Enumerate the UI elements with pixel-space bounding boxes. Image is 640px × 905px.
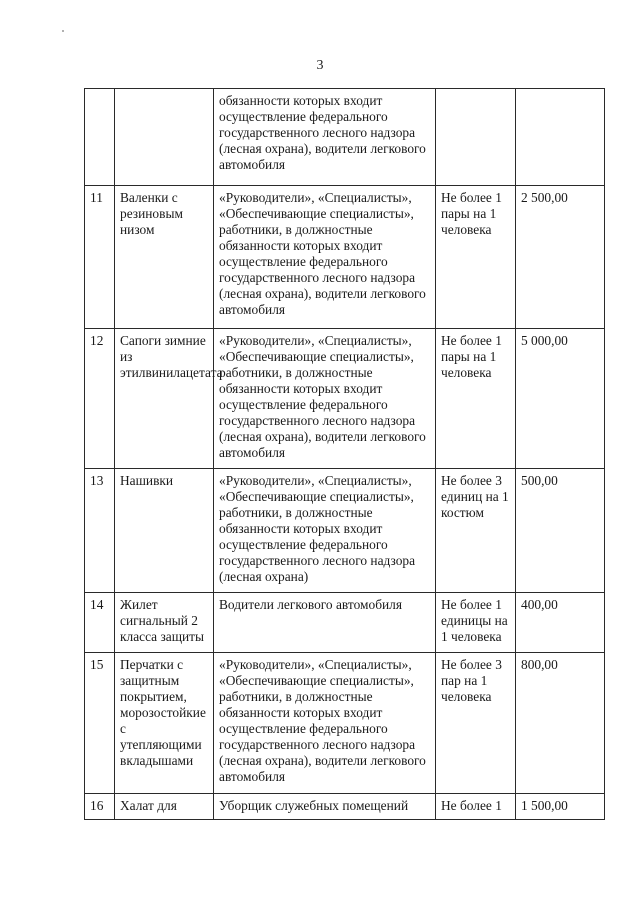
max-price: 500,00: [516, 469, 605, 593]
item-name: Нашивки: [115, 469, 214, 593]
employee-category: «Руководители», «Специалисты», «Обеспечивающие специалисты», работники, в должностные обязанности которых входит осуществление федерального государственного лесного надзора (лесная охрана), водители легкового автомобиля: [214, 186, 436, 329]
max-price: 800,00: [516, 653, 605, 794]
row-number: 15: [85, 653, 115, 794]
item-name: Халат для: [115, 794, 214, 820]
item-name: Сапоги зимние из этилвинилацетата: [115, 329, 214, 469]
row-number: 16: [85, 794, 115, 820]
scan-artifact-dot: [62, 30, 64, 32]
table-row: [85, 794, 605, 820]
table-row: [85, 89, 605, 186]
table-row: [85, 329, 605, 469]
employee-category: обязанности которых входит осуществление федерального государственного лесного надзора (лесная охрана), водители легкового автомобиля: [214, 89, 436, 186]
item-name: Валенки с резиновым низом: [115, 186, 214, 329]
item-name: Перчатки с защитным покрытием, морозостойкие с утепляющими вкладышами: [115, 653, 214, 794]
table-row: [85, 653, 605, 794]
row-number: 12: [85, 329, 115, 469]
quantity-norm: Не более 1 единицы на 1 человека: [436, 593, 516, 653]
quantity-norm: Не более 1 пары на 1 человека: [436, 186, 516, 329]
max-price: 400,00: [516, 593, 605, 653]
table-row: [85, 469, 605, 593]
page-number: 3: [316, 58, 324, 73]
quantity-norm: Не более 3 пар на 1 человека: [436, 653, 516, 794]
table-row: [85, 186, 605, 329]
requirements-table: [84, 88, 605, 820]
max-price: 2 500,00: [516, 186, 605, 329]
row-number: [85, 89, 115, 186]
row-number: 14: [85, 593, 115, 653]
quantity-norm: Не более 3 единиц на 1 костюм: [436, 469, 516, 593]
row-number: 11: [85, 186, 115, 329]
row-number: 13: [85, 469, 115, 593]
employee-category: «Руководители», «Специалисты», «Обеспечивающие специалисты», работники, в должностные обязанности которых входит осуществление федерального государственного лесного надзора (лесная охрана): [214, 469, 436, 593]
quantity-norm: Не более 1 пары на 1 человека: [436, 329, 516, 469]
quantity-norm: [436, 89, 516, 186]
employee-category: «Руководители», «Специалисты», «Обеспечивающие специалисты», работники, в должностные обязанности которых входит осуществление федерального государственного лесного надзора (лесная охрана), водители легкового автомобиля: [214, 329, 436, 469]
max-price: [516, 89, 605, 186]
quantity-norm: Не более 1: [436, 794, 516, 820]
employee-category: «Руководители», «Специалисты», «Обеспечивающие специалисты», работники, в должностные обязанности которых входит осуществление федерального государственного лесного надзора (лесная охрана), водители легкового автомобиля: [214, 653, 436, 794]
employee-category: Уборщик служебных помещений: [214, 794, 436, 820]
max-price: 1 500,00: [516, 794, 605, 820]
employee-category: Водители легкового автомобиля: [214, 593, 436, 653]
table-row: [85, 593, 605, 653]
max-price: 5 000,00: [516, 329, 605, 469]
item-name: Жилет сигнальный 2 класса защиты: [115, 593, 214, 653]
item-name: [115, 89, 214, 186]
